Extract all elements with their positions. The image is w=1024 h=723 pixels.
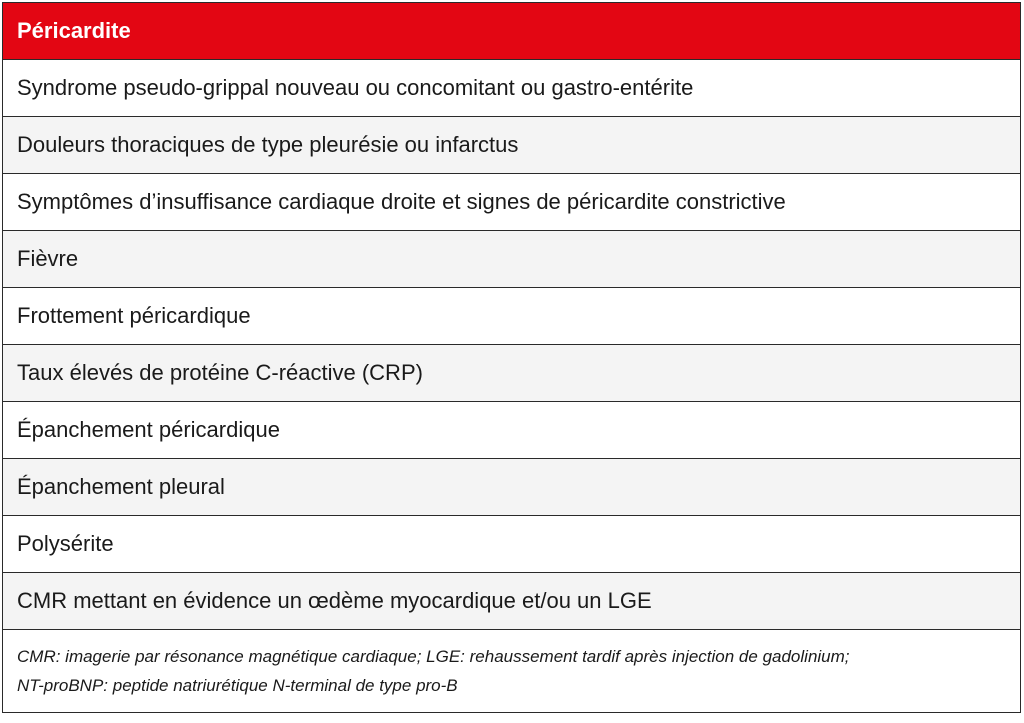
table-row: CMR mettant en évidence un œdème myocardique et/ou un LGE	[3, 573, 1020, 630]
table-row: Syndrome pseudo-grippal nouveau ou concomitant ou gastro-entérite	[3, 60, 1020, 117]
table-footnote	[3, 630, 1020, 712]
table-row: Taux élevés de protéine C-réactive (CRP)	[3, 345, 1020, 402]
table-row: Frottement péricardique	[3, 288, 1020, 345]
table-row: Symptômes d’insuffisance cardiaque droite et signes de péricardite constrictive	[3, 174, 1020, 231]
footnote-line-2: NT-proBNP: peptide natriurétique N-terminal de type pro-B	[17, 676, 458, 695]
table-row: Épanchement péricardique	[3, 402, 1020, 459]
table-row: Fièvre	[3, 231, 1020, 288]
table-header: Péricardite	[3, 3, 1020, 60]
table-row: Douleurs thoraciques de type pleurésie ou infarctus	[3, 117, 1020, 174]
pericarditis-table	[2, 2, 1021, 713]
table-row: Polysérite	[3, 516, 1020, 573]
footnote-line-1: CMR: imagerie par résonance magnétique cardiaque; LGE: rehaussement tardif après injection de gadolinium;	[17, 647, 850, 666]
table-row: Épanchement pleural	[3, 459, 1020, 516]
